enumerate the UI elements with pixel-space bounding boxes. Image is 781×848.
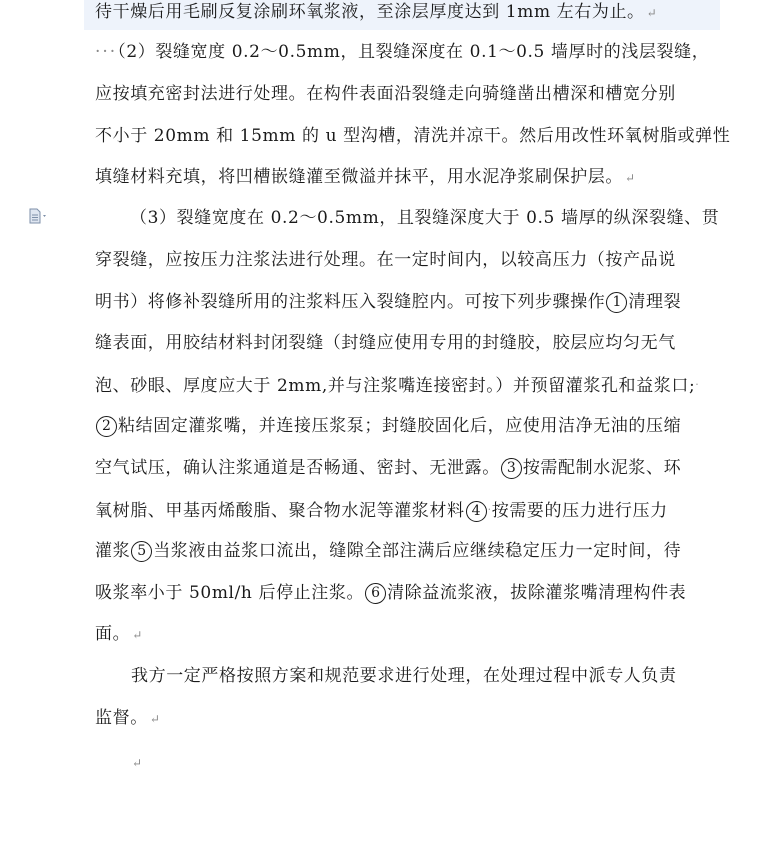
line-text: 我方一定严格按照方案和规范要求进行处理，在处理过程中派专人负责 — [131, 666, 677, 686]
step-number-badge: 2 — [96, 416, 117, 437]
text-line — [95, 411, 681, 441]
paragraph-mark-icon: ↵ — [646, 6, 658, 20]
step-number-badge: 4 — [466, 501, 487, 522]
line-text: （3）裂缝宽度在 0.2～0.5mm，且裂缝深度大于 0.5 墙厚的纵深裂缝、贯 — [130, 208, 720, 228]
line-text: 明书）将修补裂缝所用的注浆料压入裂缝腔内。可按下列步骤操作 — [95, 292, 606, 312]
line-text: 穿裂缝，应按压力注浆法进行处理。在一定时间内，以较高压力（按产品说 — [95, 250, 676, 270]
paragraph-mark-icon: ↵ — [149, 712, 161, 726]
step-number-badge: 5 — [131, 541, 152, 562]
text-line — [95, 121, 730, 151]
line-text: 当浆液由益浆口流出，缝隙全部注满后应继续稳定压力一定时间，待 — [153, 541, 682, 561]
text-line — [95, 619, 143, 649]
text-line — [95, 0, 657, 27]
text-line — [95, 162, 636, 192]
text-line — [95, 79, 676, 109]
text-line — [131, 661, 677, 691]
line-text: 清理裂 — [628, 292, 682, 312]
line-text: 泡、砂眼、厚度应大于 2mm,并与注浆嘴连接密封。）并预留灌浆孔和益浆口; — [95, 376, 696, 396]
line-text: 应按填充密封法进行处理。在构件表面沿裂缝走向骑缝凿出槽深和槽宽分别 — [95, 84, 676, 104]
text-line — [95, 37, 709, 67]
line-text: 吸浆率小于 50ml/h 后停止注浆。 — [95, 583, 365, 603]
paragraph-mark-icon: ↵ — [132, 628, 143, 642]
text-line — [95, 245, 676, 275]
step-number-badge: 6 — [365, 583, 386, 604]
line-text: 缝表面，用胶结材料封闭裂缝（封缝应使用专用的封缝胶，胶层应均匀无气 — [95, 333, 676, 353]
line-text: 按需要的压力进行压力 — [491, 501, 668, 521]
text-line — [95, 578, 686, 608]
space-mark: · — [487, 503, 492, 516]
line-text: 填缝材料充填，将凹槽嵌缝灌至微溢并抹平，用水泥净浆刷保护层。 — [95, 167, 623, 187]
line-text: 灌浆 — [95, 541, 131, 561]
text-line — [95, 536, 681, 566]
text-line — [95, 703, 160, 733]
line-text: 空气试压，确认注浆通道是否畅通、密封、无泄露。 — [95, 458, 500, 478]
paragraph-mark-icon: ↵ — [132, 756, 143, 770]
empty-line — [130, 747, 143, 777]
line-text: 按需配制水泥浆、环 — [522, 458, 682, 478]
paragraph-mark-icon: ↵ — [625, 171, 636, 185]
line-text: 清除益流浆液，拔除灌浆嘴清理构件表 — [387, 583, 687, 603]
space-mark: · — [695, 378, 700, 391]
text-line — [95, 287, 681, 317]
line-text: 监督。 — [95, 708, 148, 728]
line-text: 待干燥后用毛刷反复涂刷环氧浆液，至涂层厚度达到 1mm 左右为止。 — [95, 2, 645, 22]
text-line — [95, 370, 699, 400]
line-text: （2）裂缝宽度 0.2～0.5mm，且裂缝深度在 0.1～0.5 墙厚时的浅层裂缝， — [117, 42, 710, 62]
line-text: 不小于 20mm 和 15mm 的 u 型沟槽，清洗并凉干。然后用改性环氧树脂或弹性 — [95, 126, 731, 146]
line-text: 氧树脂、甲基丙烯酸脂、聚合物水泥等灌浆材料 — [95, 501, 465, 521]
line-text: 面。 — [95, 624, 131, 644]
text-line — [95, 328, 676, 358]
line-text: 粘结固定灌浆嘴，并连接压浆泵；封缝胶固化后，应使用洁净无油的压缩 — [118, 416, 682, 436]
text-line — [95, 495, 668, 525]
paragraph-options-icon[interactable] — [28, 207, 50, 225]
step-number-badge: 1 — [606, 292, 627, 313]
text-line — [95, 453, 681, 483]
step-number-badge: 3 — [501, 458, 522, 479]
text-line — [130, 203, 719, 233]
leading-dots: ··· — [95, 42, 118, 62]
